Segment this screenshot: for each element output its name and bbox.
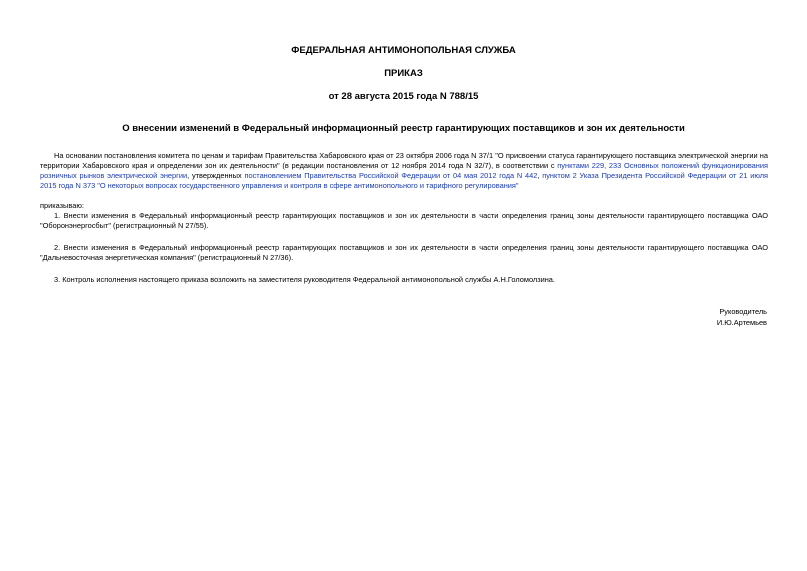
basis-link-presidential-decree-373[interactable]: пунктом 2 Указа Президента Российской Федерации от 21 июля 2015 года N 373 "О некоторых вопросах государственного управления и контроля в сфере антимонопольного и тарифного регулирования" [40,171,769,190]
basis-text-2: , утвержденных [187,171,245,180]
basis-text-3: , [537,171,543,180]
order-word: приказываю: [40,201,84,210]
agency-name: ФЕДЕРАЛЬНАЯ АНТИМОНОПОЛЬНАЯ СЛУЖБА [291,45,516,56]
signature-name: И.Ю.Артемьев [716,318,767,327]
basis-paragraph [40,151,768,191]
basis-link-government-resolution-442[interactable]: постановлением Правительства Российской Федерации от 04 мая 2012 года N 442 [244,171,538,180]
order-item-3: 3. Контроль исполнения настоящего приказа возложить на заместителя руководителя Федеральной антимонопольной службы А.Н.Голомолзина. [54,275,555,284]
order-item-1: 1. Внести изменения в Федеральный информационный реестр гарантирующих поставщиков и зон их деятельности в части определения границ зоны деятельности гарантирующего поставщика ОАО "Оборонэнергосбыт" (регистрационный N 27/55). [40,211,768,230]
order-item-2: 2. Внести изменения в Федеральный информационный реестр гарантирующих поставщиков и зон их деятельности в части определения границ зоны деятельности гарантирующего поставщика ОАО "Дальневосточная энергетическая компания" (регистрационный N 27/36). [40,243,768,262]
basis-link-retail-market-rules[interactable]: пунктами 229, 233 Основных положений функционирования розничных рынков электрической энергии [40,161,768,180]
signature-position: Руководитель [719,307,767,316]
document-date-number: от 28 августа 2015 года N 788/15 [328,91,479,102]
document-type: ПРИКАЗ [384,68,423,79]
basis-text-1: На основании постановления комитета по ценам и тарифам Правительства Хабаровского края от 23 октября 2006 года N 37/1 "О присвоении статуса гарантирующего поставщика электрической энергии на территории Хабаровского края и определении зон их деятельности" (в редакции постановления от 12 ноября 2014 года N 32/7), в соответствии с [40,151,768,170]
document-title: О внесении изменений в Федеральный информационный реестр гарантирующих поставщиков и зон их деятельности [122,123,685,134]
